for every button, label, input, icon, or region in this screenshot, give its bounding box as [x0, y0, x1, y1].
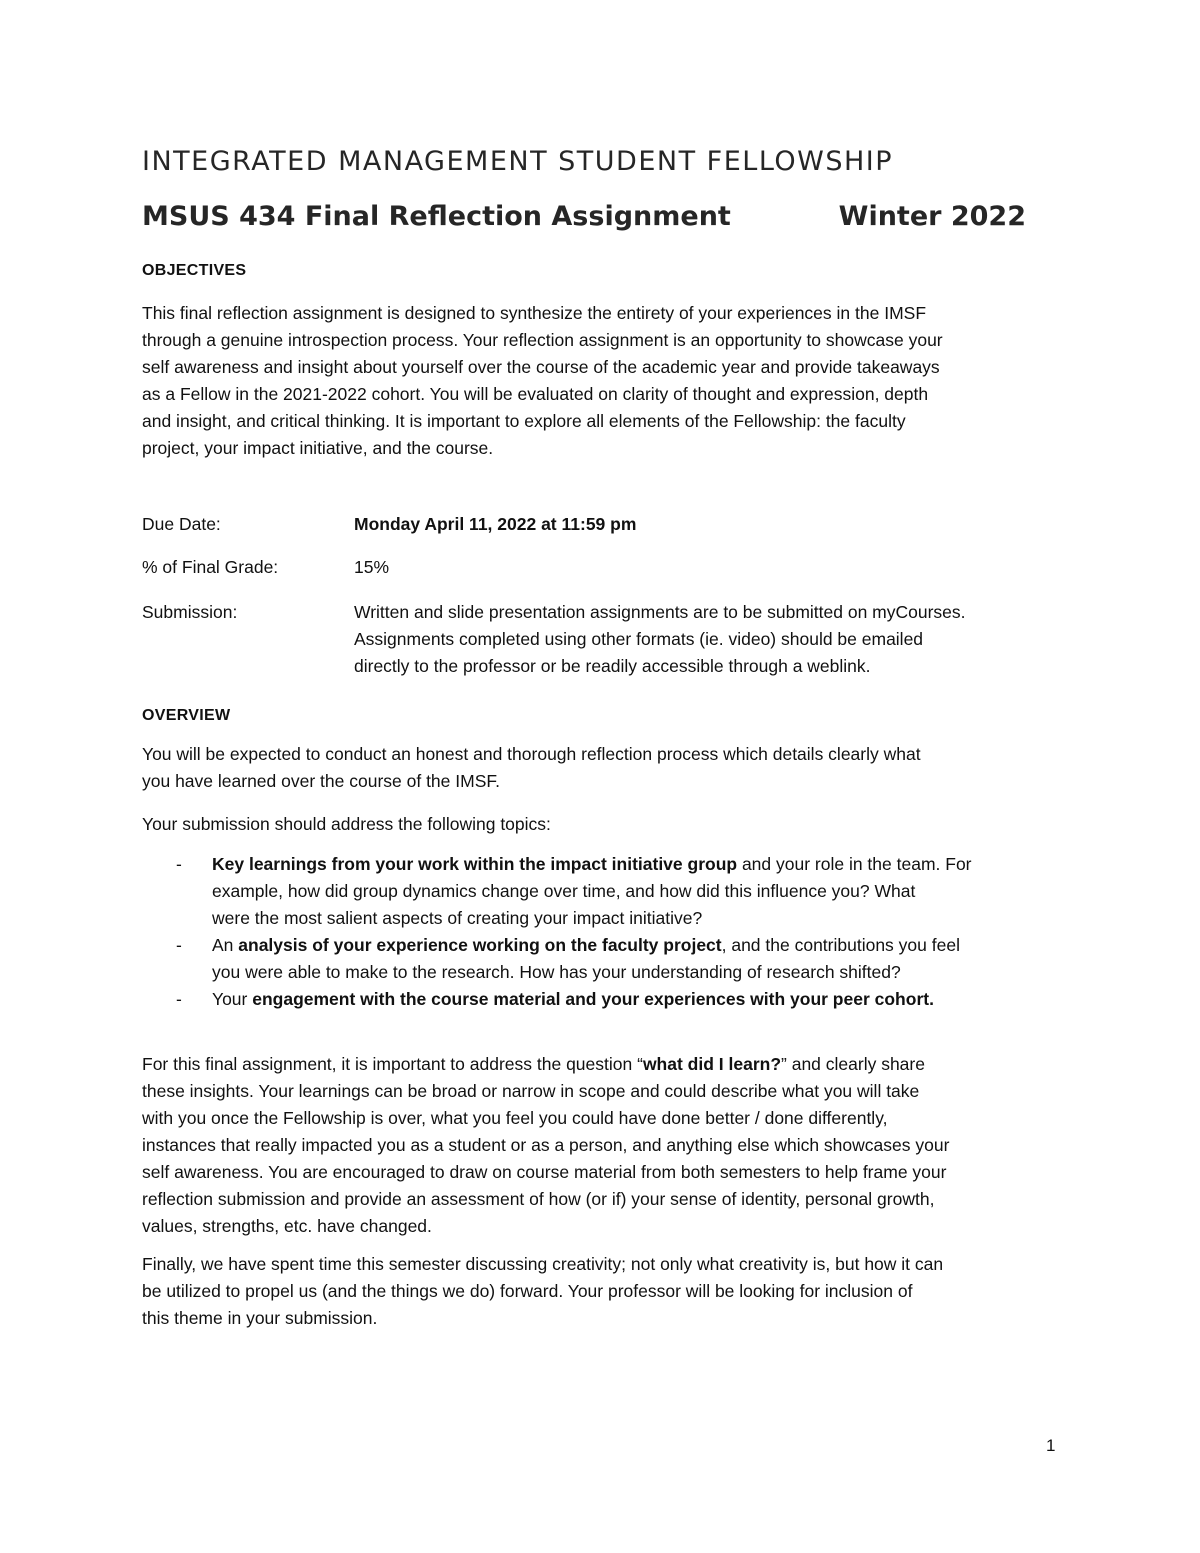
list-item: - Key learnings from your work within the impact initiative group and your role in the team. For example, how did group dynamics change over time, and how did this influence you? What were the most salient aspects of creating your impact initiative? — [142, 851, 1062, 932]
submission-line: Written and slide presentation assignments are to be submitted on myCourses. — [354, 602, 966, 622]
objectives-line: through a genuine introspection process. Your reflection assignment is an opportunity to showcase your — [142, 330, 943, 350]
grade-label: % of Final Grade: — [142, 557, 279, 577]
topics-list — [142, 851, 1062, 1013]
submission-line: directly to the professor or be readily accessible through a weblink. — [354, 656, 871, 676]
topic-emphasis: Key learnings from your work within the impact initiative group — [212, 854, 738, 874]
program-title: INTEGRATED MANAGEMENT STUDENT FELLOWSHIP — [142, 146, 894, 177]
due-date-value: Monday April 11, 2022 at 11:59 pm — [354, 514, 637, 534]
objectives-line: as a Fellow in the 2021-2022 cohort. You will be evaluated on clarity of thought and expression, depth — [142, 384, 929, 404]
overview-section — [142, 702, 1062, 729]
objectives-title: OBJECTIVES — [142, 262, 247, 279]
objectives-paragraph — [142, 300, 1062, 462]
overview-intro — [142, 741, 1062, 795]
topic-emphasis: engagement with the course material and your experiences with your peer cohort. — [252, 989, 934, 1009]
learning-question: what did I learn? — [642, 1054, 782, 1074]
due-date-label: Due Date: — [142, 514, 221, 534]
grade-value: 15% — [354, 557, 390, 577]
objectives-line: and insight, and critical thinking. It is important to explore all elements of the Fellowship: the faculty — [142, 411, 906, 431]
learning-paragraph: For this final assignment, it is important to address the question “what did I learn?” and clearly share these insights. Your learnings can be broad or narrow in scope and could describe what you will take with you once the Fellowship is over, what you feel you could have done better / done differently, instances that really impacted you as a student or as a person, and anything else which showcases your self awareness. You are encouraged to draw on course material from both semesters to help frame your reflection submission and provide an assessment of how (or if) your sense of identity, personal growth, values, strengths, etc. have changed. — [142, 1054, 950, 1236]
topics-lead-text: Your submission should address the following topics: — [142, 814, 551, 834]
term-label: Winter 2022 — [838, 201, 1026, 232]
submission-label: Submission: — [142, 602, 238, 622]
topic-emphasis: analysis of your experience working on the faculty project — [238, 935, 722, 955]
creativity-paragraph: Finally, we have spent time this semester discussing creativity; not only what creativity is, but how it can be utilized to propel us (and the things we do) forward. Your professor will be looking for inclusion of this theme in your submission. — [142, 1254, 944, 1328]
submission-value — [354, 599, 1074, 680]
overview-intro-line: You will be expected to conduct an honest and thorough reflection process which details clearly what — [142, 744, 921, 764]
topics-list-wrapper — [142, 851, 1062, 1013]
course-title: MSUS 434 Final Reflection Assignment — [142, 201, 731, 232]
course-heading — [142, 201, 1026, 232]
bullet-dash: - — [176, 935, 182, 955]
objectives-line: project, your impact initiative, and the course. — [142, 438, 494, 458]
list-item: - Your engagement with the course material and your experiences with your peer cohort. — [142, 986, 1062, 1013]
objectives-section — [142, 257, 1062, 284]
bullet-dash: - — [176, 989, 182, 1009]
objectives-line: This final reflection assignment is designed to synthesize the entirety of your experiences in the IMSF — [142, 303, 927, 323]
bullet-dash: - — [176, 854, 182, 874]
document-page — [142, 0, 1062, 1553]
submission-line: Assignments completed using other formats (ie. video) should be emailed — [354, 629, 924, 649]
objectives-line: self awareness and insight about yourself over the course of the academic year and provide takeaways — [142, 357, 940, 377]
topics-lead — [142, 811, 1062, 838]
overview-intro-line: you have learned over the course of the IMSF. — [142, 771, 500, 791]
overview-title: OVERVIEW — [142, 707, 231, 724]
page-number: 1 — [1046, 1436, 1056, 1455]
list-item: - An analysis of your experience working on the faculty project, and the contributions you feel you were able to make to the research. How has your understanding of research shifted? — [142, 932, 1062, 986]
